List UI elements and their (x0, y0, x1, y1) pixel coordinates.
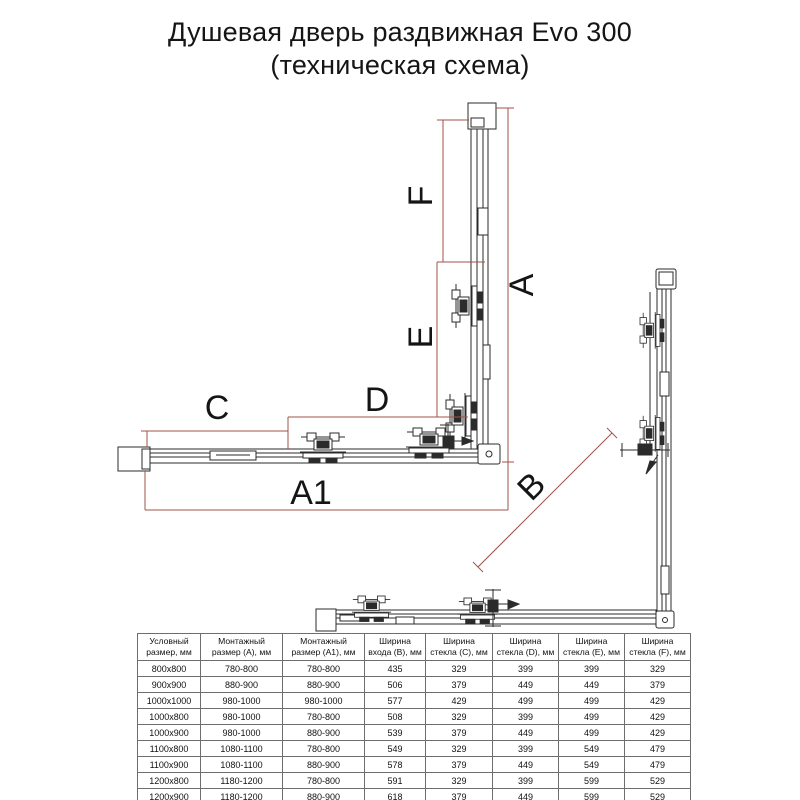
table-cell: 399 (493, 709, 559, 725)
wall-profile-left (316, 609, 336, 631)
table-cell: 379 (426, 789, 493, 800)
table-cell: 329 (426, 709, 493, 725)
table-cell: 1180-1200 (201, 773, 283, 789)
table-cell: 900x900 (138, 677, 201, 693)
table-cell: 1080-1100 (201, 757, 283, 773)
dim-label-f: F (401, 185, 440, 207)
slide-arrow (508, 600, 519, 609)
table-cell: 1200x900 (138, 789, 201, 800)
table-cell: 329 (426, 741, 493, 757)
table-cell: 449 (493, 677, 559, 693)
table-cell: 529 (625, 789, 691, 800)
table-cell: 980-1000 (201, 725, 283, 741)
table-cell: 329 (426, 773, 493, 789)
table-header-cell: Условный размер, мм (138, 634, 201, 661)
table-cell: 780-800 (201, 661, 283, 677)
table-cell: 449 (493, 789, 559, 800)
table-row (138, 773, 691, 789)
roller-assembly (300, 433, 346, 463)
title-line-1: Душевая дверь раздвижная Evo 300 (168, 17, 632, 47)
table-cell: 499 (559, 693, 625, 709)
spec-table-body (138, 661, 691, 800)
table-cell: 429 (625, 709, 691, 725)
table-cell: 1000x1000 (138, 693, 201, 709)
table-cell: 800x800 (138, 661, 201, 677)
table-cell: 399 (493, 741, 559, 757)
table-cell: 591 (365, 773, 426, 789)
technical-diagram (0, 90, 800, 635)
table-header-cell: Монтажный размер (А1), мм (283, 634, 365, 661)
table-cell: 499 (559, 709, 625, 725)
table-cell: 429 (426, 693, 493, 709)
roller-assembly (452, 283, 482, 329)
table-cell: 780-800 (283, 741, 365, 757)
table-cell: 780-800 (283, 709, 365, 725)
table-cell: 506 (365, 677, 426, 693)
table-cell: 880-900 (201, 677, 283, 693)
table-cell: 880-900 (283, 789, 365, 800)
dim-label-a: A (502, 273, 541, 297)
table-cell: 780-800 (283, 773, 365, 789)
table-cell: 529 (625, 773, 691, 789)
table-cell: 399 (493, 661, 559, 677)
table-cell: 329 (426, 661, 493, 677)
table-cell: 508 (365, 709, 426, 725)
table-header-cell: Ширина стекла (С), мм (426, 634, 493, 661)
table-cell: 499 (493, 693, 559, 709)
table-cell: 429 (625, 725, 691, 741)
table-row (138, 757, 691, 773)
table-cell: 379 (426, 757, 493, 773)
table-row (138, 661, 691, 677)
table-header-cell: Ширина стекла (E), мм (559, 634, 625, 661)
table-cell: 429 (625, 693, 691, 709)
table-cell: 379 (426, 725, 493, 741)
page-title (0, 16, 800, 82)
slide-arrow (646, 461, 656, 474)
table-cell: 1000x800 (138, 709, 201, 725)
corner-bracket (478, 444, 500, 464)
corner-bracket (656, 611, 674, 628)
table-row (138, 725, 691, 741)
table-cell: 479 (625, 757, 691, 773)
table-cell: 578 (365, 757, 426, 773)
dim-label-e: E (401, 325, 440, 349)
table-cell: 1100x800 (138, 741, 201, 757)
table-cell: 399 (493, 773, 559, 789)
table-cell: 1200x800 (138, 773, 201, 789)
table-header-cell: Монтажный размер (А), мм (201, 634, 283, 661)
table-cell: 329 (625, 661, 691, 677)
table-row (138, 693, 691, 709)
table-cell: 549 (365, 741, 426, 757)
table-cell: 449 (493, 725, 559, 741)
table-cell: 1100x900 (138, 757, 201, 773)
table-cell: 577 (365, 693, 426, 709)
table-cell: 449 (493, 757, 559, 773)
table-row (138, 709, 691, 725)
table-cell: 599 (559, 789, 625, 800)
table-header-cell: Ширина входа (В), мм (365, 634, 426, 661)
table-cell: 980-1000 (201, 693, 283, 709)
table-cell: 880-900 (283, 725, 365, 741)
table-row (138, 741, 691, 757)
table-header-cell: Ширина стекла (D), мм (493, 634, 559, 661)
dimension-lines (141, 108, 617, 572)
table-cell: 379 (625, 677, 691, 693)
dim-label-b: B (510, 465, 554, 509)
spec-table-head (138, 634, 691, 661)
roller-assembly (352, 596, 391, 622)
table-cell: 435 (365, 661, 426, 677)
table-cell: 1180-1200 (201, 789, 283, 800)
table-cell: 399 (559, 661, 625, 677)
table-cell: 379 (426, 677, 493, 693)
table-row (138, 789, 691, 800)
table-cell: 880-900 (283, 677, 365, 693)
table-cell: 980-1000 (283, 693, 365, 709)
table-cell: 549 (559, 757, 625, 773)
table-cell: 980-1000 (201, 709, 283, 725)
table-row (138, 677, 691, 693)
table-cell: 449 (559, 677, 625, 693)
table-cell: 1080-1100 (201, 741, 283, 757)
table-cell: 618 (365, 789, 426, 800)
table-cell: 499 (559, 725, 625, 741)
table-cell: 780-800 (283, 661, 365, 677)
dim-label-d: D (364, 380, 390, 419)
table-cell: 599 (559, 773, 625, 789)
dim-label-c: C (204, 388, 230, 427)
table-cell: 549 (559, 741, 625, 757)
table-cell: 880-900 (283, 757, 365, 773)
table-cell: 539 (365, 725, 426, 741)
title-line-2: (техническая схема) (270, 49, 530, 80)
dim-label-a1: A1 (290, 473, 332, 512)
table-cell: 1000x900 (138, 725, 201, 741)
table-header-cell: Ширина стекла (F), мм (625, 634, 691, 661)
table-cell: 479 (625, 741, 691, 757)
spec-table (137, 633, 691, 800)
